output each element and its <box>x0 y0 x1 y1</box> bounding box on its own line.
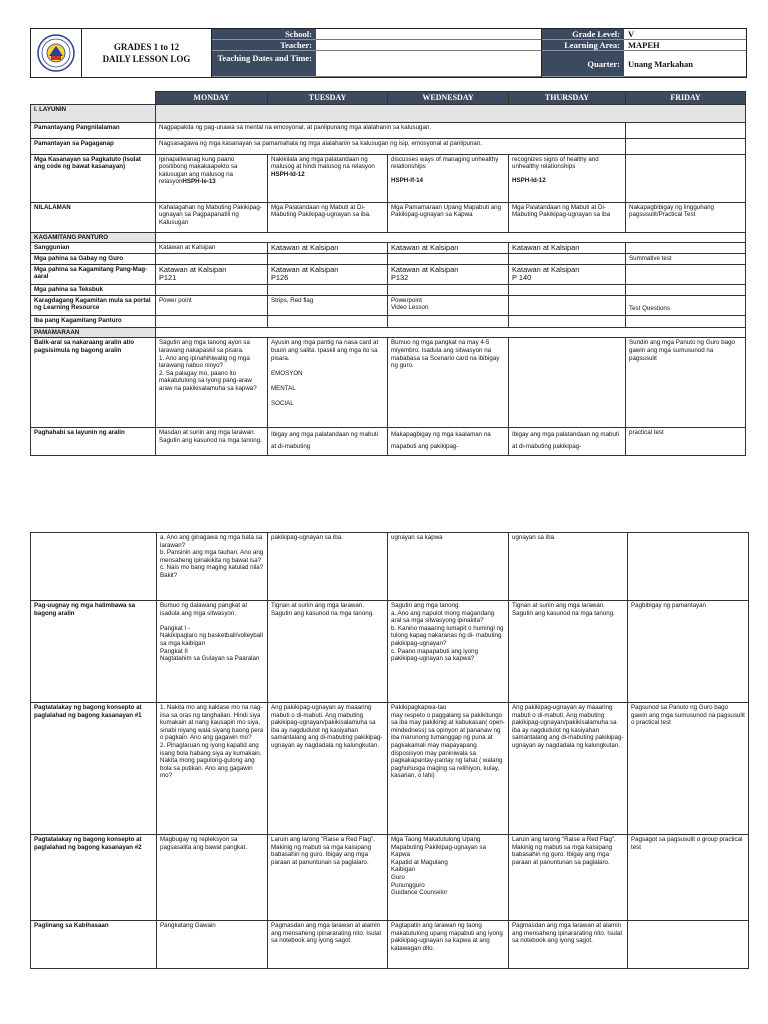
talakay2-cell: Pagsagot sa pagsusulit o group practical test <box>628 835 749 921</box>
layunin-row <box>31 104 746 122</box>
kabihasaan-cell <box>628 921 749 969</box>
balik-cell: Sundin ang mga Panuto ng Guro bago gawin ang mga sumusunod na pagsusulit <box>626 338 746 428</box>
talakay1-cell: Ang pakikipag-ugnayan ay maaaring mabuti o di-mabuti. Ang mabuting pakikipag-ugnayan/pakikisalamuha sa iba ay nagdudulot ng kasiyahan samantalang ang di-mabuting pakikipag-ugnayan ay nagdadala ng kalungkutan. <box>268 703 388 835</box>
kabihasaan-cell: Pagtapatin ang larawan ng taong makatutulong upang mapabuti ang iyong pakikipag-ugnayan sa kapwa at ang katawagan dito. <box>388 921 509 969</box>
day-wednesday: WEDNESDAY <box>388 92 509 105</box>
pangnilalaman-friday <box>626 122 746 138</box>
iba-cell <box>509 315 626 327</box>
corner-cell <box>31 92 156 105</box>
grade-value[interactable]: V <box>624 29 746 40</box>
cont-cell: pakikipag-ugnayan sa iba. <box>268 533 388 601</box>
sanggunian-cell <box>626 243 746 254</box>
quarter-label: Quarter: <box>542 51 624 77</box>
iba-cell <box>388 315 509 327</box>
kabihasaan-label: Paglinang sa Kabihasaan <box>31 921 157 969</box>
title-line2: DAILY LESSON LOG <box>102 54 191 64</box>
nilalaman-cell: Mga Palatandaan ng Mabuti at Di-Mabuting Pakikipag-ugnayan sa iba <box>509 202 626 232</box>
school-value[interactable] <box>316 29 541 40</box>
pagganap-text: Nagsasagawa ng mga kasanayan sa pamamahala ng mga alalahanin sa kalusugan ng isip, emosyonal at panlipunan. <box>156 138 626 154</box>
kasanayan-code: HSPH-Id-12 <box>271 170 305 178</box>
balik-cell: Bumuo ng mga pangkat na may 4-5 miyembro. Isadula ang sitwasyon na mababasa sa Scenario card na ibibigay ng guro. <box>388 338 509 428</box>
teksbuk-cell <box>268 284 388 295</box>
day-thursday: THURSDAY <box>509 92 626 105</box>
sanggunian-row <box>31 243 746 254</box>
day-header-row <box>31 92 746 105</box>
area-label: Learning Area: <box>542 40 624 51</box>
lesson-table-part1 <box>30 91 746 456</box>
deped-seal-logo <box>31 29 82 77</box>
sanggunian-cell: Katawan at Kalsipan <box>388 243 509 254</box>
dates-label: Teaching Dates and Time: <box>212 51 316 77</box>
talakay1-cell: 1. Nakita mo ang kaklase mo na nag-iisa sa oras ng tanghalian. Hindi siya kumakain at nang kausapin mo siya, sinabi niyang wala siyang baong pera o pagkain. Ano ang gagawin mo? 2. Pinaglaruan ng iyong kapatid ang isang bola habang siya ay kumakain. Nakita mong pagulong-gulong ang bola sa putikan. Ano ang gagawin mo? <box>157 703 268 835</box>
balik-cell <box>509 338 626 428</box>
kagamitang-line2: P 140 <box>512 272 532 282</box>
kagamitang-pang-cell <box>156 264 268 284</box>
nilalaman-row <box>31 202 746 232</box>
pangnilalaman-text: Nagpapakita ng pag-unawa sa mental na emosyonal, at panlipunang mga alalahanin sa kalusugan. <box>156 122 626 138</box>
iba-label: Iba pang Kagamitang Panturo <box>31 315 156 327</box>
header-values-left <box>316 29 542 77</box>
pag-uugnay-cell: Sagutin ang mga tanong. a. Ano ang napulot mong magandang aral sa mga sitwasyong ipinakita? b. Kanino maaaring lumapit o humingi ng tulong kapag nakaranas ng di- mabuting pakikipag-ugnayan? c. Paano mapapabuti ang iyong pakikipag-ugnayan sa kapwa? <box>388 601 509 703</box>
kasanayan-code: HSPH-Ie-13 <box>182 178 216 186</box>
kagamitang-pang-cell <box>388 264 509 284</box>
talakay2-cell: Mga Taong Makatutulong Upang Mapabuting Pakikipag-ugnayan sa Kapwa Kapatid at Magulang Kaibigan Guro Punungguro Guidance Counselor <box>388 835 509 921</box>
quarter-value[interactable]: Unang Markahan <box>624 51 746 77</box>
kasanayan-cell <box>388 154 509 202</box>
seal-icon <box>37 34 75 72</box>
karagdagang-cell: Powerpoint Video Lesson <box>388 295 509 315</box>
talakay2-cell: Magbugay ng repleksyon sa pagsasalita ang bawat pangkat. <box>157 835 268 921</box>
pamamaraan-fill <box>156 327 746 338</box>
pag-uugnay-row <box>31 601 749 703</box>
paghahabi-cell: Ibigay ang mga palatandaan ng mabuti at di-mabuting <box>268 428 388 456</box>
kagamitang-pang-row <box>31 264 746 284</box>
balik-cell: Ayusin ang mga pantig na nasa card at buuin ang salita. Ipaskil ang mga ito sa pisara. EMOSYON MENTAL SOCIAL <box>268 338 388 428</box>
cont-cell <box>628 533 749 601</box>
karagdagang-cell <box>509 295 626 315</box>
teksbuk-label: Mga pahina sa Teksbuk <box>31 284 156 295</box>
kagamitang-line2: P121 <box>159 272 177 282</box>
lesson-table-part2 <box>30 532 749 969</box>
kasanayan-text: recognizes signs of healthy and unhealthy relationships <box>512 155 599 171</box>
title-line1: GRADES 1 to 12 <box>113 42 180 52</box>
pag-uugnay-cell: Bumuo ng dalawang pangkat at isadula ang mga sitwasyon. Pangkat I - Nakikipaglaro ng basketball/volleyball sa mga kaibigan Pangkat II Nagtatanim sa Gulayan sa Paaralan <box>157 601 268 703</box>
nilalaman-cell: Mga Pamamaraan Upang Mapabuti ang Pakikipag-ugnayan sa Kapwa <box>388 202 509 232</box>
day-friday: FRIDAY <box>626 92 746 105</box>
paghahabi-cell: Makapagbigay ng mga kaalaman na mapabuti ang pakikipag- <box>388 428 509 456</box>
pagganap-friday <box>626 138 746 154</box>
kagamitang-line1: Katawan at Kalsipan <box>391 264 459 274</box>
nilalaman-cell: Mga Palatandaan ng Mabuti at Di-Mabuting Pakikipag-ugnayan sa iba. <box>268 202 388 232</box>
header-table <box>30 28 747 78</box>
pagganap-row <box>31 138 746 154</box>
kasanayan-code: HSPH-Id-12 <box>512 176 546 184</box>
cont-cell: ugnayan sa iba. <box>509 533 628 601</box>
sanggunian-cell: Katawan at Kalsipan <box>509 243 626 254</box>
teacher-label: Teacher: <box>212 40 316 51</box>
iba-cell <box>626 315 746 327</box>
kagamitang-line2: P126 <box>271 272 289 282</box>
kabihasaan-row <box>31 921 749 969</box>
teacher-value[interactable] <box>316 40 541 51</box>
kagamitang-pang-cell <box>509 264 626 284</box>
talakay1-cell: Pagsunod sa Panuto ng Guro bago gawin ang mga sumusunod na pagsusulit o practical test <box>628 703 749 835</box>
pagganap-label: Pamantayan sa Pagaganap <box>31 138 156 154</box>
header-labels-right <box>542 29 624 77</box>
paghahabi-cont-row <box>31 533 749 601</box>
school-label: School: <box>212 29 316 40</box>
kasanayan-cell <box>626 154 746 202</box>
dates-value[interactable] <box>316 51 541 77</box>
cont-label <box>31 533 157 601</box>
kasanayan-code: HSPH-If-14 <box>391 176 423 184</box>
teksbuk-cell <box>626 284 746 295</box>
kasanayan-text: Ipinapaliwanag kung paano positibong makakaapekto sa kalusugan ang malusog na relasyon <box>159 155 238 186</box>
balik-label: Balik-aral sa nakaraang aralin at/o pagsisimula ng bagong aralin <box>31 338 156 428</box>
talakay1-cell: Pakikipagkapwa-tao may respeto o paggalang sa pakikitungo sa iba may pakikinig at kabukasan( open-mindedness) sa opinyon at pananaw ng iba marunong tumanggap ng puna at pagkakamali may mapayapang disposisyon may paniniwala sa pagkakapantay-pantay ng lahat ( walang paghuhusga maging sa relihiyon, kulay, kasarian, o lahi) <box>388 703 509 835</box>
pangnilalaman-row <box>31 122 746 138</box>
karagdagang-label: Karagdagang Kagamitan mula sa portal ng Learning Resource <box>31 295 156 315</box>
karagdagang-cell: Power point <box>156 295 268 315</box>
paghahabi-cell: Masdan at suriin ang mga larawan. Sagutin ang kasunod na mga tanong. <box>156 428 268 456</box>
kasanayan-cell <box>268 154 388 202</box>
kagamitan-label: KAGAMITANG PANTURO <box>31 232 156 243</box>
kasanayan-text: Nakikilala ang mga palatandaan ng malusog at hindi malusog na relasyon <box>271 155 375 171</box>
gabay-cell <box>509 254 626 265</box>
kagamitang-line1: Katawan at Kalsipan <box>271 264 339 274</box>
gabay-row <box>31 254 746 265</box>
gabay-cell <box>268 254 388 265</box>
gabay-label: Mga pahina sa Gabay ng Guro <box>31 254 156 265</box>
balik-row <box>31 338 746 428</box>
teksbuk-cell <box>509 284 626 295</box>
talakay2-row <box>31 835 749 921</box>
nilalaman-cell: Kahalagahan ng Mabuting Pakikipag-ugnayan sa Pagpapanatili ng Kalusugan <box>156 202 268 232</box>
kagamitang-line1: Katawan at Kalsipan <box>159 264 227 274</box>
pamamaraan-row <box>31 327 746 338</box>
header-labels-left <box>212 29 316 77</box>
iba-cell <box>156 315 268 327</box>
karagdagang-row <box>31 295 746 315</box>
iba-row <box>31 315 746 327</box>
gabay-cell <box>156 254 268 265</box>
pag-uugnay-cell: Tignan at suriin ang mga larawan. Sagutin ang kasunod na mga tanong. <box>268 601 388 703</box>
talakay1-cell: Ang pakikipag-ugnayan ay maaaring mabuti o di-mabuti. Ang mabuting pakikipag-ugnayan/pakikisalamuha sa iba ay nagdudulot ng kasiyahan samantalang ang di-mabuting pakikipag-ugnayan ay nagdadala ng kalungkutan. <box>509 703 628 835</box>
area-value[interactable]: MAPEH <box>624 40 746 51</box>
kagamitan-row <box>31 232 746 243</box>
kagamitang-line1: Katawan at Kalsipan <box>512 264 580 274</box>
kasanayan-cell <box>509 154 626 202</box>
talakay1-row <box>31 703 749 835</box>
paghahabi-cell: practical test <box>626 428 746 456</box>
teksbuk-row <box>31 284 746 295</box>
kabihasaan-cell: Pangkatang Gawain <box>157 921 268 969</box>
kagamitang-line2: P132 <box>391 272 409 282</box>
sanggunian-cell: Katawan at Kalsipan <box>156 243 268 254</box>
kagamitang-pang-cell <box>268 264 388 284</box>
cont-cell: a. Ano ang ginagawa ng mga bata sa larawan? b. Pansinin ang mga tauhan. Ano ang mensaheng ipinakikita ng bawat isa? c. Nais mo bang maging katulad nila? Bakit? <box>157 533 268 601</box>
day-tuesday: TUESDAY <box>268 92 388 105</box>
pag-uugnay-cell: Pagbibigay ng pamantayan <box>628 601 749 703</box>
kasanayan-text: discusses ways of managing unhealthy relationships <box>391 155 499 171</box>
sanggunian-cell: Katawan at Kalsipan <box>268 243 388 254</box>
layunin-fill <box>156 104 746 122</box>
pag-uugnay-cell: Tignan at suriin ang mga larawan. Sagutin ang kasunod na mga tanong. <box>509 601 628 703</box>
balik-cell: Sagutin ang mga tanong ayon sa larawang nakapaskil sa pisara. 1. Ano ang ipinahihiwatig ng mga larawang nabuo ninyo? 2. Sa palagay mo, paano ito makatutulong sa iyong pang-araw araw na pakikisalamuha sa kapwa? <box>156 338 268 428</box>
form-title <box>82 29 212 77</box>
paghahabi-row <box>31 428 746 456</box>
talakay2-cell: Laruin ang larong "Raise a Red Flag". Makinig ng mabuti sa mga kaisipang babasahin ng guro. Ibigay ang mga paraan at panuntunan sa paglalaro. <box>509 835 628 921</box>
kabihasaan-cell: Pagmasdan ang mga larawan at alamin ang mensaheng ipinararating nito. Isulat sa notebook ang iyong sagot. <box>509 921 628 969</box>
gabay-cell: Summative test <box>626 254 746 265</box>
header-values-right <box>624 29 746 77</box>
grade-label: Grade Level: <box>542 29 624 40</box>
talakay2-cell: Laruin ang larong "Raise a Red Flag". Makinig ng mabuti sa mga kaisipang babasahin ng guro. Ibigay ang mga paraan at panuntunan sa paglalaro. <box>268 835 388 921</box>
paghahabi-label: Paghahabi sa layunin ng aralin <box>31 428 156 456</box>
pangnilalaman-label: Pamantayang Pangnilalaman <box>31 122 156 138</box>
nilalaman-label: NILALAMAN <box>31 202 156 232</box>
kagamitang-pang-label: Mga pahina sa Kagamitang Pang-Mag-aaral <box>31 264 156 284</box>
talakay1-label: Pagtatalakay ng bagong konsepto at paglalahad ng bagong kasanayan #1 <box>31 703 157 835</box>
kasanayan-label: Mga Kasanayan sa Pagkatuto (Isulat ang code ng bawat kasanayan) <box>31 154 156 202</box>
iba-cell <box>268 315 388 327</box>
talakay2-label: Pagtatalakay ng bagong konsepto at paglalahad ng bagong kasanayan #2 <box>31 835 157 921</box>
kabihasaan-cell: Pagmasdan ang mga larawan at alamin ang mensaheng ipinararating nito. Isulat sa notebook ang iyong sagot. <box>268 921 388 969</box>
pag-uugnay-label: Pag-uugnay ng mga halimbawa sa bagong aralin <box>31 601 157 703</box>
karagdagang-cell: Test Questions <box>626 295 746 315</box>
karagdagang-cell: Strips, Red flag <box>268 295 388 315</box>
gabay-cell <box>388 254 509 265</box>
cont-cell: ugnayan sa kapwa <box>388 533 509 601</box>
teksbuk-cell <box>388 284 509 295</box>
pamamaraan-label: PAMAMARAAN <box>31 327 156 338</box>
kasanayan-cell <box>156 154 268 202</box>
day-monday: MONDAY <box>156 92 268 105</box>
sanggunian-label: Sanggunian <box>31 243 156 254</box>
kasanayan-row <box>31 154 746 202</box>
teksbuk-cell <box>156 284 268 295</box>
nilalaman-cell: Nakapagbibigay ng lingguhang pagsusulit/Practical Test <box>626 202 746 232</box>
kagamitan-fill <box>156 232 746 243</box>
kagamitang-pang-cell <box>626 264 746 284</box>
paghahabi-cell: Ibigay ang mga palatandaan ng mabuti at di-mabuting pakikipag- <box>509 428 626 456</box>
layunin-label: I. LAYUNIN <box>31 104 156 122</box>
